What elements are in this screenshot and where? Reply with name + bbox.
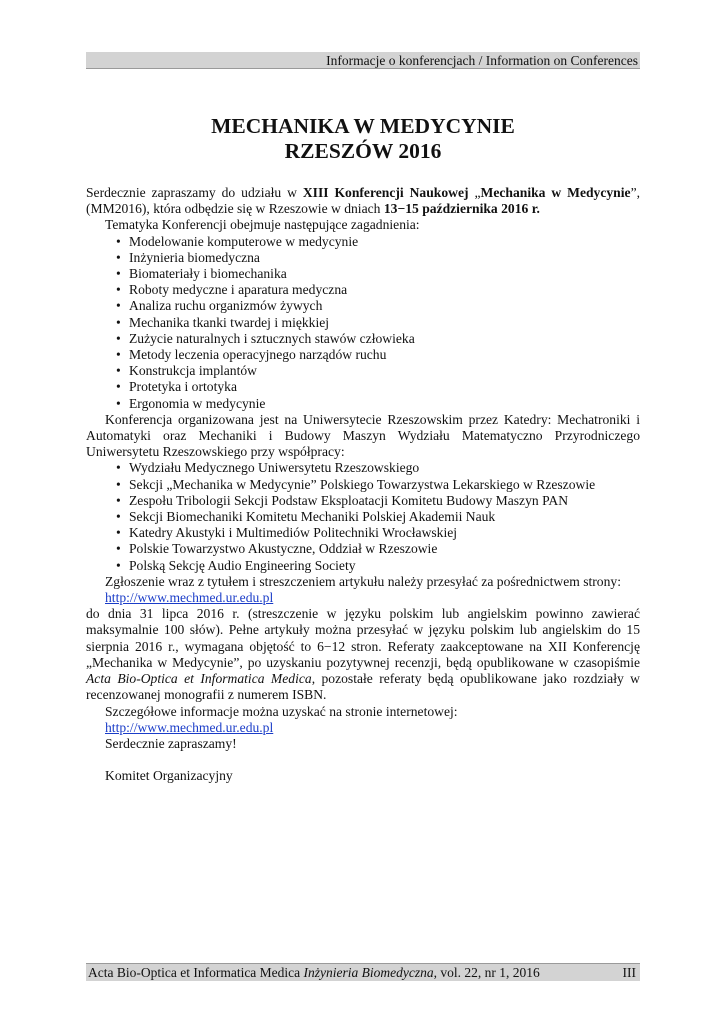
conference-name: Mechanika w Medycynie [480, 185, 631, 200]
footer-subtitle: Inżynieria Biomedyczna [303, 965, 434, 980]
list-item: • Modelowanie komputerowe w medycynie [116, 234, 640, 250]
page-title [86, 114, 640, 164]
partners-list [86, 460, 640, 573]
website-link[interactable]: http://www.mechmed.ur.edu.pl [105, 719, 274, 735]
list-item: • Inżynieria biomedyczna [116, 250, 640, 266]
submission-text-end: , pozostałe referaty będą opublikowane jako rozdziały w recenzowanej monografii z numerem ISBN. [86, 671, 640, 703]
list-item: • Sekcji Biomechaniki Komitetu Mechaniki Polskiej Akademii Nauk [116, 509, 640, 525]
page-number: III [622, 965, 636, 980]
list-item: • Zużycie naturalnych i sztucznych stawów człowieka [116, 331, 640, 347]
footer-journal: Acta Bio-Optica et Informatica Medica [88, 965, 304, 980]
list-item: • Konstrukcja implantów [116, 363, 640, 379]
running-header [86, 52, 640, 69]
signature: Komitet Organizacyjny [105, 768, 233, 784]
article-body [86, 185, 640, 784]
quote-open: „ [468, 185, 481, 200]
footer-volume: , vol. 22, nr 1, 2016 [433, 965, 540, 980]
running-footer [86, 963, 640, 981]
list-item: • Biomateriały i biomechanika [116, 266, 640, 282]
intro-paragraph [86, 185, 640, 217]
list-item: • Mechanika tkanki twardej i miękkiej [116, 315, 640, 331]
topics-list [86, 234, 640, 412]
list-item: • Protetyka i ortotyka [116, 379, 640, 395]
list-item: • Katedry Akustyki i Multimediów Politechniki Wrocławskiej [116, 525, 640, 541]
submission-details [86, 606, 640, 703]
submission-link[interactable]: http://www.mechmed.ur.edu.pl [105, 590, 274, 606]
more-info-text: Szczegółowe informacje można uzyskać na stronie internetowej: [105, 703, 458, 719]
list-item: • Analiza ruchu organizmów żywych [116, 298, 640, 314]
list-item: • Sekcji „Mechanika w Medycynie” Polskiego Towarzystwa Lekarskiego w Rzeszowie [116, 477, 640, 493]
organizers-paragraph: Konferencja organizowana jest na Uniwersytecie Rzeszowskim przez Katedry: Mechatroniki i Automatyki oraz Mechaniki i Budowy Maszyn Wydziału Matematyczno Przyrodniczego Uniwersytetu Rzeszowskiego przy współpracy: [86, 411, 640, 460]
title-line-1: MECHANIKA W MEDYCYNIE [211, 114, 515, 138]
header-text: Informacje o konferencjach / Information on Conferences [326, 53, 638, 68]
list-item: • Ergonomia w medycynie [116, 396, 640, 412]
title-line-2: RZESZÓW 2016 [284, 139, 442, 163]
footer-citation [88, 964, 540, 982]
topics-intro: Tematyka Konferencji obejmuje następujące zagadnienia: [105, 217, 420, 233]
list-item: • Metody leczenia operacyjnego narządów ruchu [116, 347, 640, 363]
submission-text: do dnia 31 lipca 2016 r. (streszczenie w języku polskim lub angielskim powinno zawierać maksymalnie 100 słów). Pełne artykuły można przesyłać w języku polskim lub angielskim do 15 sierpnia 2016 r., wymagana objętość to 6−12 stron. Referaty zaakceptowane na XII Konferencję „Mechanika w Medycynie”, po uzyskaniu pozytywnej recenzji, będą opublikowane w czasopiśmie [86, 606, 640, 670]
list-item: • Wydziału Medycznego Uniwersytetu Rzeszowskiego [116, 460, 640, 476]
closing-text: Serdecznie zapraszamy! [105, 735, 237, 751]
intro-text-mid: ”, (MM2016), która odbędzie się w Rzeszowie w dniach [86, 185, 640, 217]
intro-text: Serdecznie zapraszamy do udziału w [86, 185, 303, 200]
list-item: • Roboty medyczne i aparatura medyczna [116, 282, 640, 298]
list-item: • Polską Sekcję Audio Engineering Society [116, 558, 640, 574]
journal-name: Acta Bio-Optica et Informatica Medica [86, 671, 312, 687]
conference-dates: 13−15 października 2016 r. [383, 201, 540, 217]
conference-number: XIII Konferencji Naukowej [302, 185, 469, 200]
list-item: • Polskie Towarzystwo Akustyczne, Oddział w Rzeszowie [116, 541, 640, 557]
submission-intro: Zgłoszenie wraz z tytułem i streszczeniem artykułu należy przesyłać za pośrednictwem strony: [105, 573, 621, 589]
list-item: • Zespołu Tribologii Sekcji Podstaw Eksploatacji Komitetu Budowy Maszyn PAN [116, 493, 640, 509]
